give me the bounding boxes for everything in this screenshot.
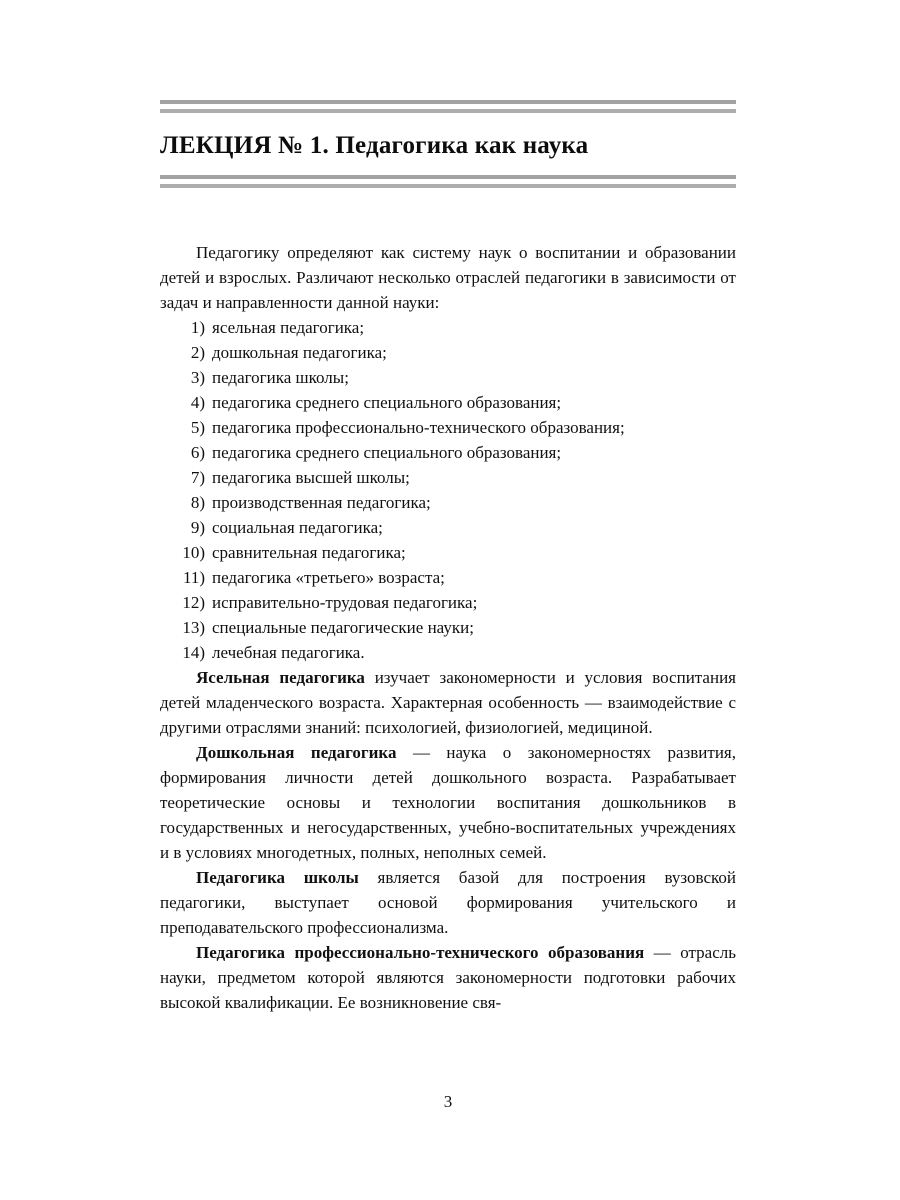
list-item-text: сравнительная педагогика; [212, 543, 406, 562]
paragraph-lead: Ясельная педагогика [196, 668, 365, 687]
paragraph-proftech [160, 940, 736, 1015]
list-item-text: специальные педагогические науки; [212, 618, 474, 637]
list-item-number: 8) [190, 493, 205, 512]
paragraph-text: — отрасль науки, предметом которой являются закономерности подготовки рабочих высокой квалификации. Ее возникновение свя- [160, 943, 736, 1012]
list-item-number: 6) [190, 443, 205, 462]
list-item [160, 440, 736, 465]
list-item-number: 9) [190, 518, 205, 537]
decorative-rule-top [160, 100, 736, 113]
paragraph-yaselnaya [160, 665, 736, 740]
list-item-number: 13) [182, 618, 205, 637]
list-item [160, 540, 736, 565]
list-item-text: дошкольная педагогика; [212, 343, 387, 362]
list-item-text: производственная педагогика; [212, 493, 431, 512]
lecture-body [160, 240, 736, 1015]
list-item-number: 14) [182, 643, 205, 662]
list-item [160, 365, 736, 390]
list-item-number: 1) [190, 318, 205, 337]
lecture-heading: ЛЕКЦИЯ № 1. Педагогика как наука [160, 132, 589, 159]
list-item-text: лечебная педагогика. [212, 643, 365, 662]
list-item-text: педагогика профессионально-технического образования; [212, 418, 625, 437]
list-item-number: 7) [190, 468, 205, 487]
list-item [160, 615, 736, 640]
paragraph-text: изучает закономерности и условия воспитания детей младенческого возраста. Характерная особенность — взаимодействие с другими отраслями знаний: психологией, физиологией, медициной. [160, 668, 736, 737]
list-item-number: 2) [190, 343, 205, 362]
decorative-rule-bottom [160, 175, 736, 188]
intro-paragraph: Педагогику определяют как систему наук о воспитании и образовании детей и взрослых. Различают несколько отраслей педагогики в зависимости от задач и направленности данной науки: [160, 243, 736, 312]
list-item-text: социальная педагогика; [212, 518, 383, 537]
list-item [160, 415, 736, 440]
list-item [160, 315, 736, 340]
list-item [160, 565, 736, 590]
page-number: 3 [443, 1092, 453, 1111]
list-item [160, 640, 736, 665]
page-content-column [160, 0, 736, 1200]
list-item-number: 11) [182, 568, 205, 587]
paragraph-lead: Педагогика профессионально-технического образования [196, 943, 645, 962]
list-item-number: 4) [190, 393, 205, 412]
list-item-number: 10) [182, 543, 205, 562]
pedagogy-branches-list [160, 315, 736, 665]
list-item-text: педагогика среднего специального образования; [212, 443, 562, 462]
list-item [160, 515, 736, 540]
paragraph-doshkolnaya [160, 740, 736, 865]
paragraph-text: — наука о закономерностях развития, формирования личности детей дошкольного возраста. Разрабатывает теоретические основы и технологии воспитания дошкольников в государственных и негосударственных, учебно-воспитательных учреждениях и в условиях многодетных, полных, неполных семей. [160, 743, 736, 862]
list-item-text: педагогика высшей школы; [212, 468, 410, 487]
list-item [160, 490, 736, 515]
list-item-text: ясельная педагогика; [212, 318, 365, 337]
paragraph-pedagogika-shkoly [160, 865, 736, 940]
list-item [160, 590, 736, 615]
list-item-text: исправительно-трудовая педагогика; [212, 593, 478, 612]
list-item [160, 465, 736, 490]
list-item [160, 340, 736, 365]
list-item-number: 12) [182, 593, 205, 612]
list-item-number: 3) [190, 368, 205, 387]
list-item-text: педагогика среднего специального образования; [212, 393, 562, 412]
paragraph-text: является базой для построения вузовской педагогики, выступает основой формирования учительского и преподавательского профессионализма. [160, 868, 736, 937]
list-item-text: педагогика школы; [212, 368, 349, 387]
list-item-text: педагогика «третьего» возраста; [212, 568, 445, 587]
paragraph-lead: Педагогика школы [196, 868, 359, 887]
paragraph-lead: Дошкольная педагогика [196, 743, 397, 762]
list-item [160, 390, 736, 415]
list-item-number: 5) [190, 418, 205, 437]
